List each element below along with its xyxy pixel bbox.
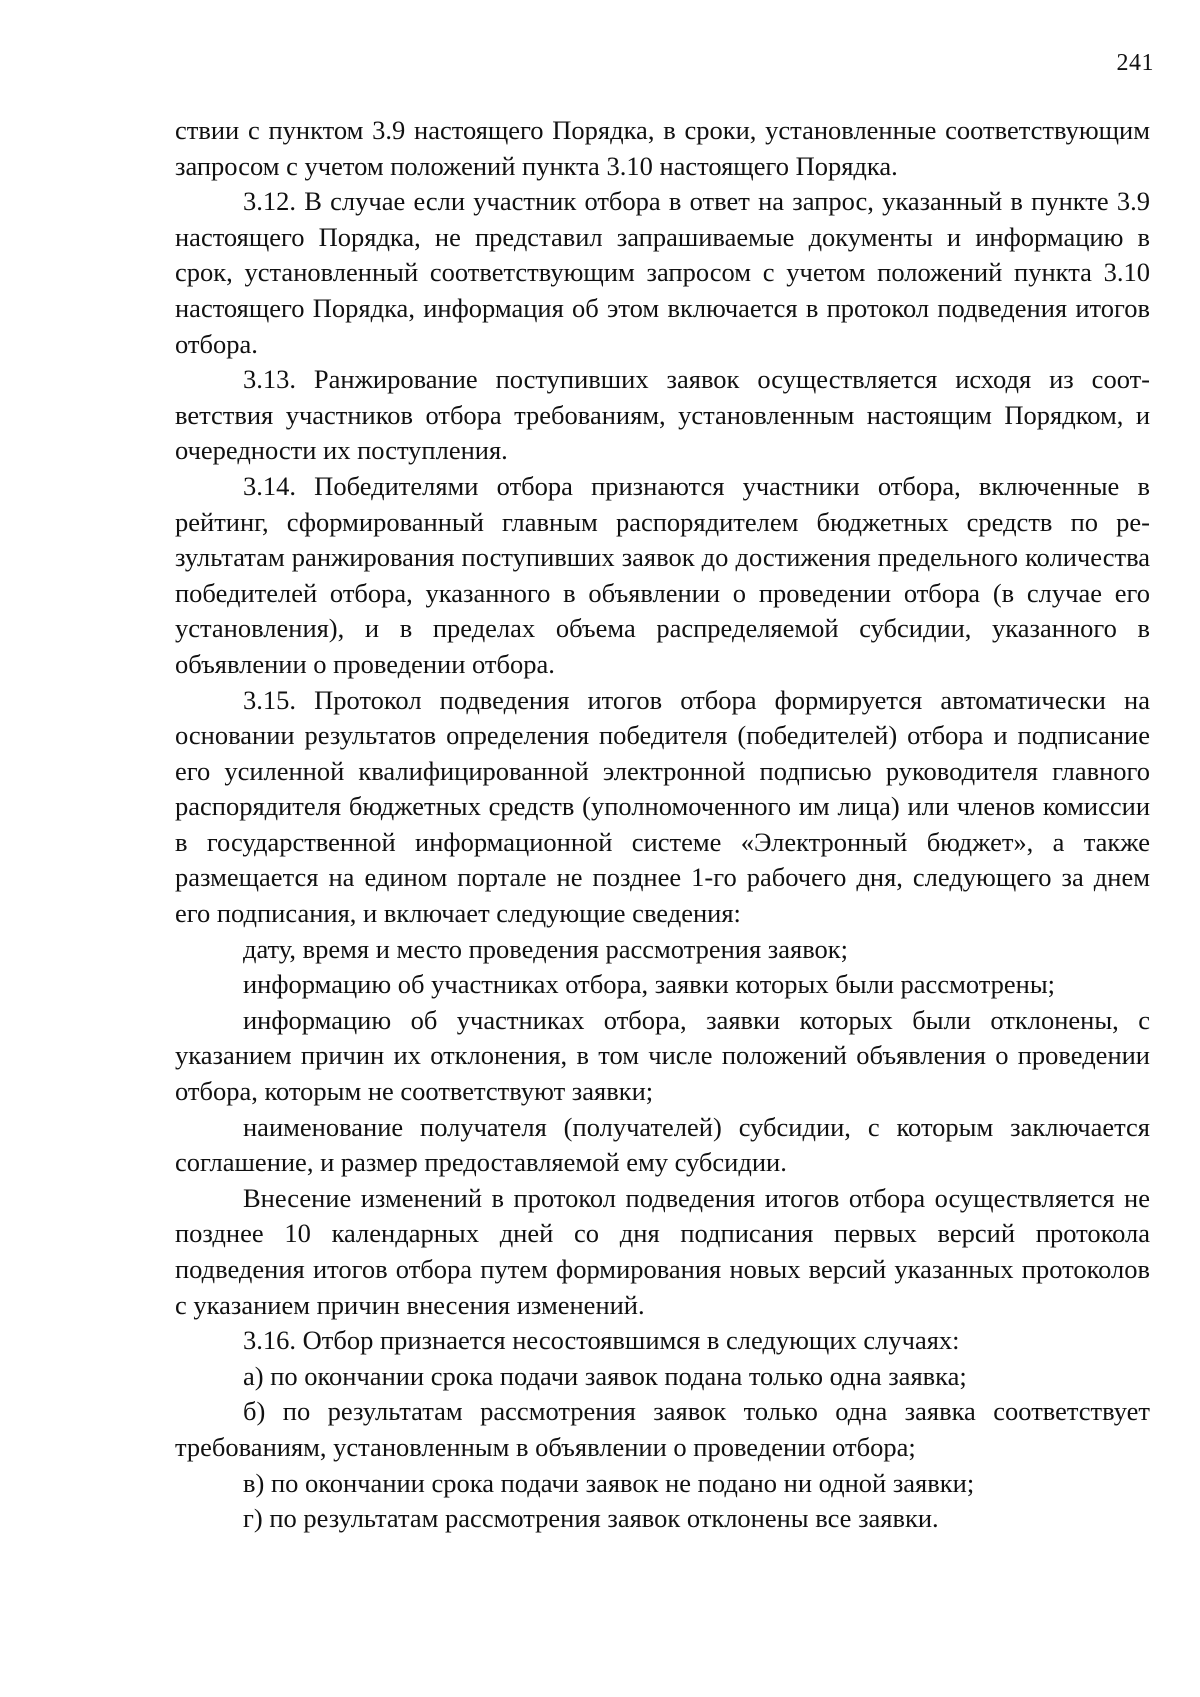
list-item-recipient: наименование получателя (получателей) субсидии, с которым заключается соглашение, и размер предоставляемой ему субсидии. — [175, 1111, 1150, 1178]
page-number: 241 — [1116, 50, 1154, 76]
paragraph-3-12: 3.12. В случае если участник отбора в ответ на запрос, указанный в пункте 3.9 настоящего Порядка, не представил запрашиваемые документы и информацию в срок, установленный соответствующим запросом с учетом положений пункта 3.10 настоящего Порядка, информация об этом включается в протокол подведения итогов отбора. — [175, 186, 1150, 359]
list-item-g: г) по результатам рассмотрения заявок отклонены все заявки. — [243, 1503, 939, 1534]
document-body — [175, 113, 1150, 1537]
paragraph-continuation: ствии с пунктом 3.9 настоящего Порядка, в сроки, установленные соответствующим запросом с учетом положений пункта 3.10 настоящего Порядка. — [175, 115, 1150, 181]
paragraph-3-16: 3.16. Отбор признается несостоявшимся в следующих случаях: — [243, 1325, 960, 1356]
paragraph-protocol-changes: Внесение изменений в протокол подведения итогов отбора осуществляется не позднее 10 календарных дней со дня подписания первых версий протокола подведения итогов отбора путем формирования новых версий указанных протоколов с указанием причин внесения изменений. — [175, 1182, 1150, 1320]
list-item-date-time: дату, время и место проведения рассмотрения заявок; — [243, 933, 849, 964]
paragraph-3-15: 3.15. Протокол подведения итогов отбора формируется автоматически на основании результатов определения победителя (победителей) отбора и подписание его усиленной квалифицированной электронной подписью руководителя главного распорядителя бюджетных средств (уполномоченного им лица) или членов комиссии в государственной информационной системе «Электронный бюджет», а также размещается на едином портале не позднее 1-го рабочего дня, следующего за днем его подписания, и включает следующие сведения: — [175, 684, 1150, 929]
paragraph-3-13: 3.13. Ранжирование поступивших заявок осуществляется исходя из соответствия участников отбора требованиям, установленным настоящим Порядком, и очередности их поступления. — [175, 364, 1150, 466]
list-item-reviewed: информацию об участниках отбора, заявки которых были рассмотрены; — [243, 969, 1056, 1000]
list-item-rejected: информацию об участниках отбора, заявки которых были отклонены, с указанием причин их отклонения, в том числе положений объявления о проведении отбора, которым не соответствуют заявки; — [175, 1004, 1150, 1107]
paragraph-3-14: 3.14. Победителями отбора признаются участники отбора, включенные в рейтинг, сформированный главным распорядителем бюджетных средств по результатам ранжирования поступивших заявок до достижения предельного количества победителей отбора, указанного в объявлении о проведении отбора (в случае его установления), и в пределах объема распределяемой субсидии, указанного в объявлении о проведении отбора. — [175, 470, 1150, 679]
list-item-v: в) по окончании срока подачи заявок не подано ни одной заявки; — [243, 1467, 975, 1498]
list-item-a: а) по окончании срока подачи заявок подана только одна заявка; — [243, 1360, 967, 1391]
list-item-b: б) по результатам рассмотрения заявок только одна заявка соответствует требованиям, установленным в объявлении о проведении отбора; — [175, 1396, 1150, 1462]
